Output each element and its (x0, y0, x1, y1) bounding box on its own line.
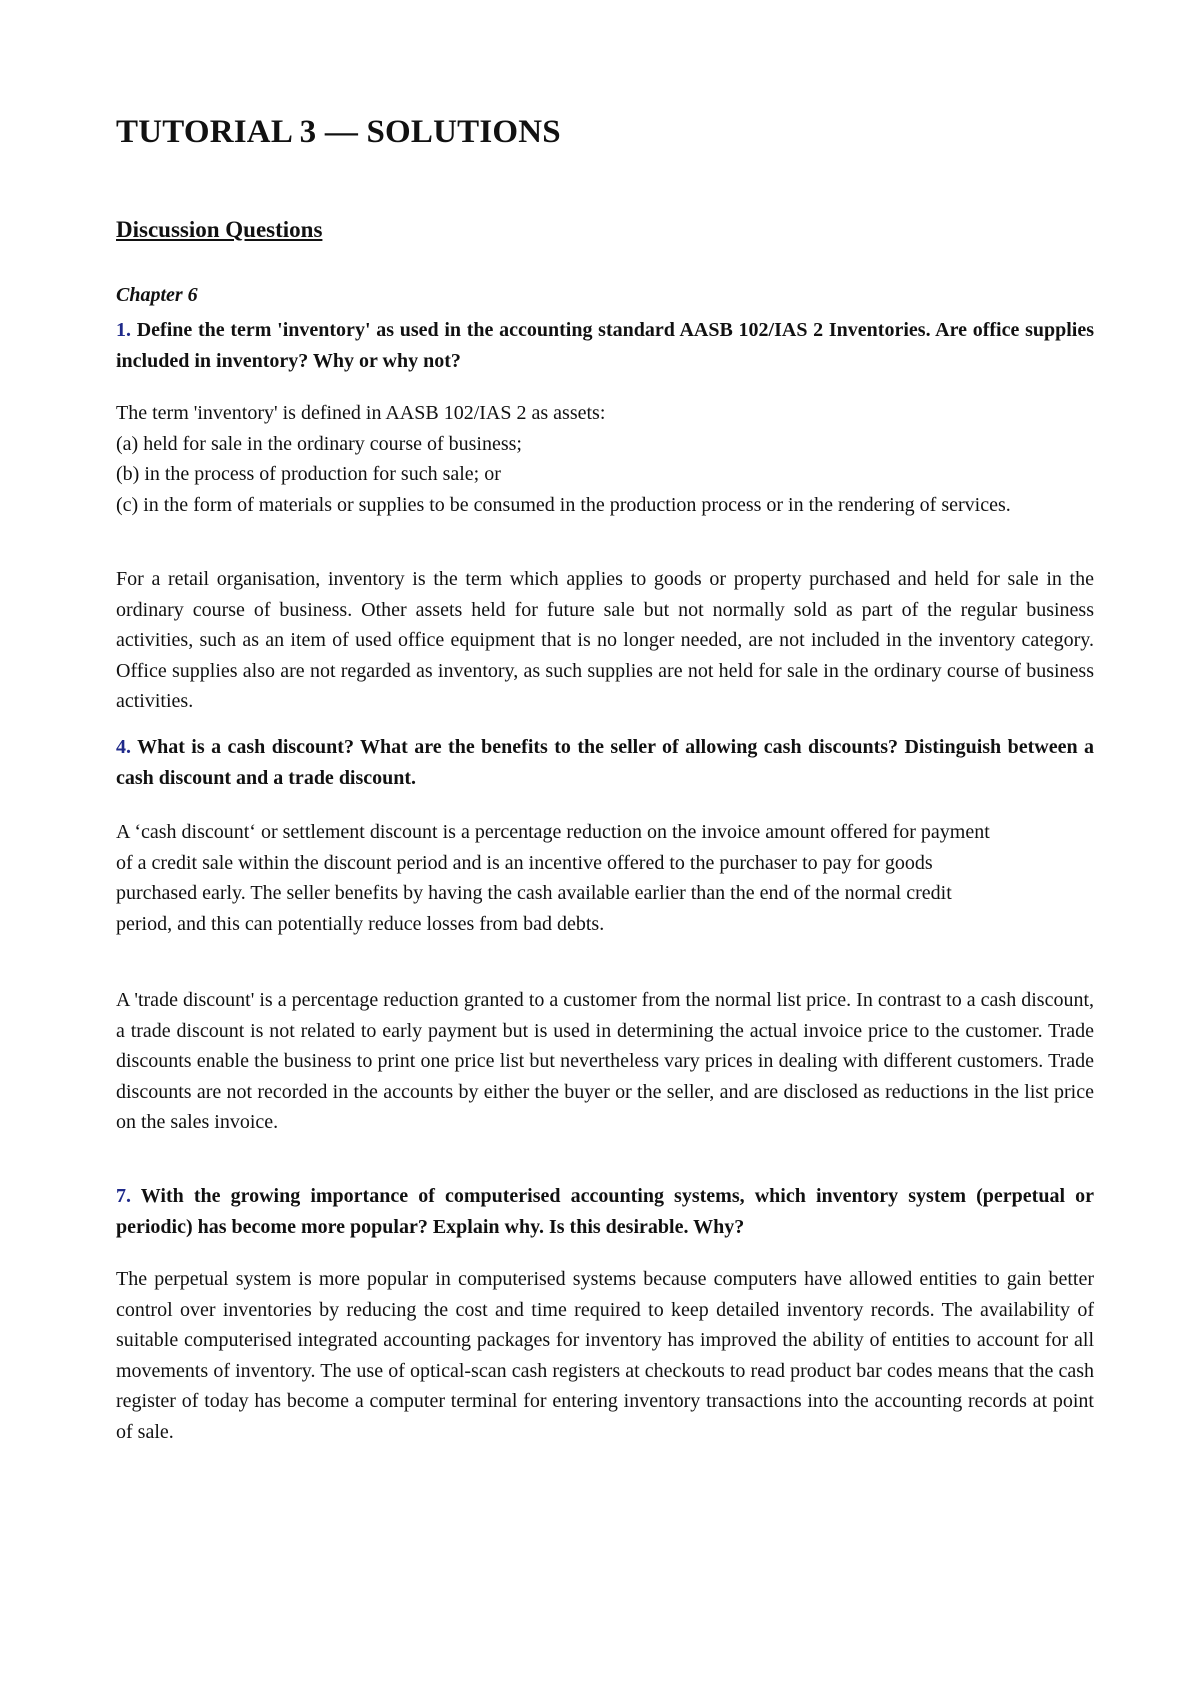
answer-4-trade-discount: A 'trade discount' is a percentage reduction granted to a customer from the normal list price. In contrast to a cash discount, a trade discount is not related to early payment but is used in determining the actual invoice price to the customer. Trade discounts enable the business to print one price list but nevertheless vary prices in dealing with different customers. Trade discounts are not recorded in the accounts by either the buyer or the seller, and are disclosed as reductions in the list price on the sales invoice. (116, 989, 1094, 1133)
question-1-text: Define the term 'inventory' as used in the accounting standard AASB 102/IAS 2 Inventories. Are office supplies included in inventory? Why or why not? (116, 319, 1095, 372)
question-7 (116, 1181, 1094, 1242)
answer-1-item-a: (a) held for sale in the ordinary course of business; (116, 432, 522, 455)
answer-1-item-b: (b) in the process of production for such sale; or (116, 463, 501, 485)
section-heading: Discussion Questions (116, 217, 323, 242)
question-7-number: 7. (116, 1185, 131, 1207)
question-7-text: With the growing importance of computerised accounting systems, which inventory system (perpetual or periodic) has become more popular? Explain why. Is this desirable. Why? (116, 1185, 1094, 1238)
question-4 (116, 732, 1094, 793)
answer-7-paragraph: The perpetual system is more popular in computerised systems because computers have allowed entities to gain better control over inventories by reducing the cost and time required to keep detailed inventory records. The availability of suitable computerised integrated accounting packages for inventory has improved the ability of entities to account for all movements of inventory. The use of optical-scan cash registers at checkouts to read product bar codes means that the cash register of today has become a computer terminal for entering inventory transactions into the accounting records at point of sale. (116, 1268, 1094, 1443)
question-4-number: 4. (116, 736, 131, 758)
answer-1-definition (116, 398, 1094, 520)
question-1-number: 1. (116, 319, 131, 341)
question-1 (116, 315, 1094, 376)
document-page (116, 0, 1094, 1696)
answer-1-paragraph: For a retail organisation, inventory is the term which applies to goods or property purchased and held for sale in the ordinary course of business. Other assets held for future sale but not normally sold as part of the regular business activities, such as an item of used office equipment that is no longer needed, are not included in the inventory category. Office supplies also are not regarded as inventory, as such supplies are not held for sale in the ordinary course of business activities. (116, 568, 1094, 712)
answer-1-item-c: (c) in the form of materials or supplies to be consumed in the production process or in the rendering of services. (116, 493, 1011, 516)
question-4-text: What is a cash discount? What are the benefits to the seller of allowing cash discounts? Distinguish between a cash discount and a trade discount. (116, 736, 1095, 789)
answer-4-cash-discount: A ‘cash discount‘ or settlement discount is a percentage reduction on the invoice amount offered for payment of a credit sale within the discount period and is an incentive offered to the purchaser to pay for goods purchased early. The seller benefits by having the cash available earlier than the end of the normal credit period, and this can potentially reduce losses from bad debts. (116, 821, 990, 935)
answer-1-intro: The term 'inventory' is defined in AASB 102/IAS 2 as assets: (116, 402, 606, 424)
page-title: TUTORIAL 3 — SOLUTIONS (116, 114, 561, 150)
chapter-label: Chapter 6 (116, 284, 198, 306)
